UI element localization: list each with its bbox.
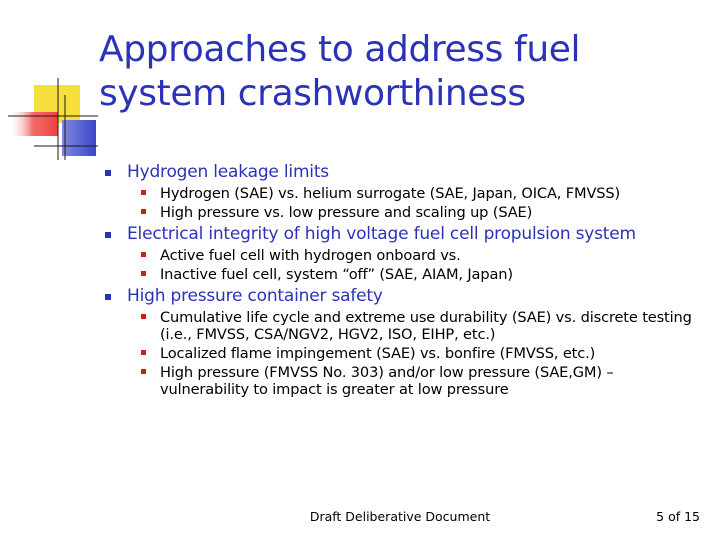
corner-decoration xyxy=(0,0,110,170)
square-bullet-icon xyxy=(141,369,146,374)
footer-page-number: 5 of 15 xyxy=(656,509,700,524)
sub-bullet xyxy=(127,245,704,264)
sub-bullet-text: High pressure vs. low pressure and scaling up (SAE) xyxy=(160,204,533,221)
sub-bullet-text: Hydrogen (SAE) vs. helium surrogate (SAE, Japan, OICA, FMVSS) xyxy=(160,185,621,202)
square-bullet-icon xyxy=(141,314,146,319)
bullet-list xyxy=(104,161,704,400)
sub-bullet-text: Cumulative life cycle and extreme use durability (SAE) vs. discrete testing (i.e., FMVSS, CSA/NGV2, HGV2, ISO, EIHP, etc.) xyxy=(160,309,692,343)
bullet-electrical-integrity xyxy=(104,223,704,283)
deco-blue-square xyxy=(62,120,96,156)
square-bullet-icon xyxy=(141,190,146,195)
title-line-1: Approaches to address fuel xyxy=(99,29,581,70)
sub-bullet xyxy=(127,343,704,362)
bullet-text: High pressure container safety xyxy=(127,286,383,306)
square-bullet-icon xyxy=(141,350,146,355)
footer-document-label: Draft Deliberative Document xyxy=(309,509,491,524)
sub-bullet xyxy=(127,307,704,343)
sub-bullet-text: Localized flame impingement (SAE) vs. bonfire (FMVSS, etc.) xyxy=(160,345,596,362)
sub-bullet xyxy=(127,202,704,221)
sub-bullet xyxy=(127,264,704,283)
bullet-hydrogen-leakage xyxy=(104,161,704,221)
bullet-container-safety xyxy=(104,285,704,398)
sub-bullet-list xyxy=(127,307,704,398)
square-bullet-icon xyxy=(141,271,146,276)
sub-bullet-list xyxy=(127,245,704,283)
slide-title xyxy=(99,28,699,116)
bullet-text: Hydrogen leakage limits xyxy=(127,162,329,182)
sub-bullet xyxy=(127,362,704,398)
square-bullet-icon xyxy=(105,294,111,300)
square-bullet-icon xyxy=(141,252,146,257)
sub-bullet xyxy=(127,183,704,202)
sub-bullet-text: Inactive fuel cell, system “off” (SAE, AIAM, Japan) xyxy=(160,266,513,283)
sub-bullet-text: High pressure (FMVSS No. 303) and/or low pressure (SAE,GM) – vulnerability to impact is greater at low pressure xyxy=(160,364,614,398)
bullet-text: Electrical integrity of high voltage fuel cell propulsion system xyxy=(127,224,636,244)
title-line-2: system crashworthiness xyxy=(99,73,526,114)
sub-bullet-list xyxy=(127,183,704,221)
sub-bullet-text: Active fuel cell with hydrogen onboard vs. xyxy=(160,247,461,264)
square-bullet-icon xyxy=(141,209,146,214)
square-bullet-icon xyxy=(105,232,111,238)
square-bullet-icon xyxy=(105,170,111,176)
